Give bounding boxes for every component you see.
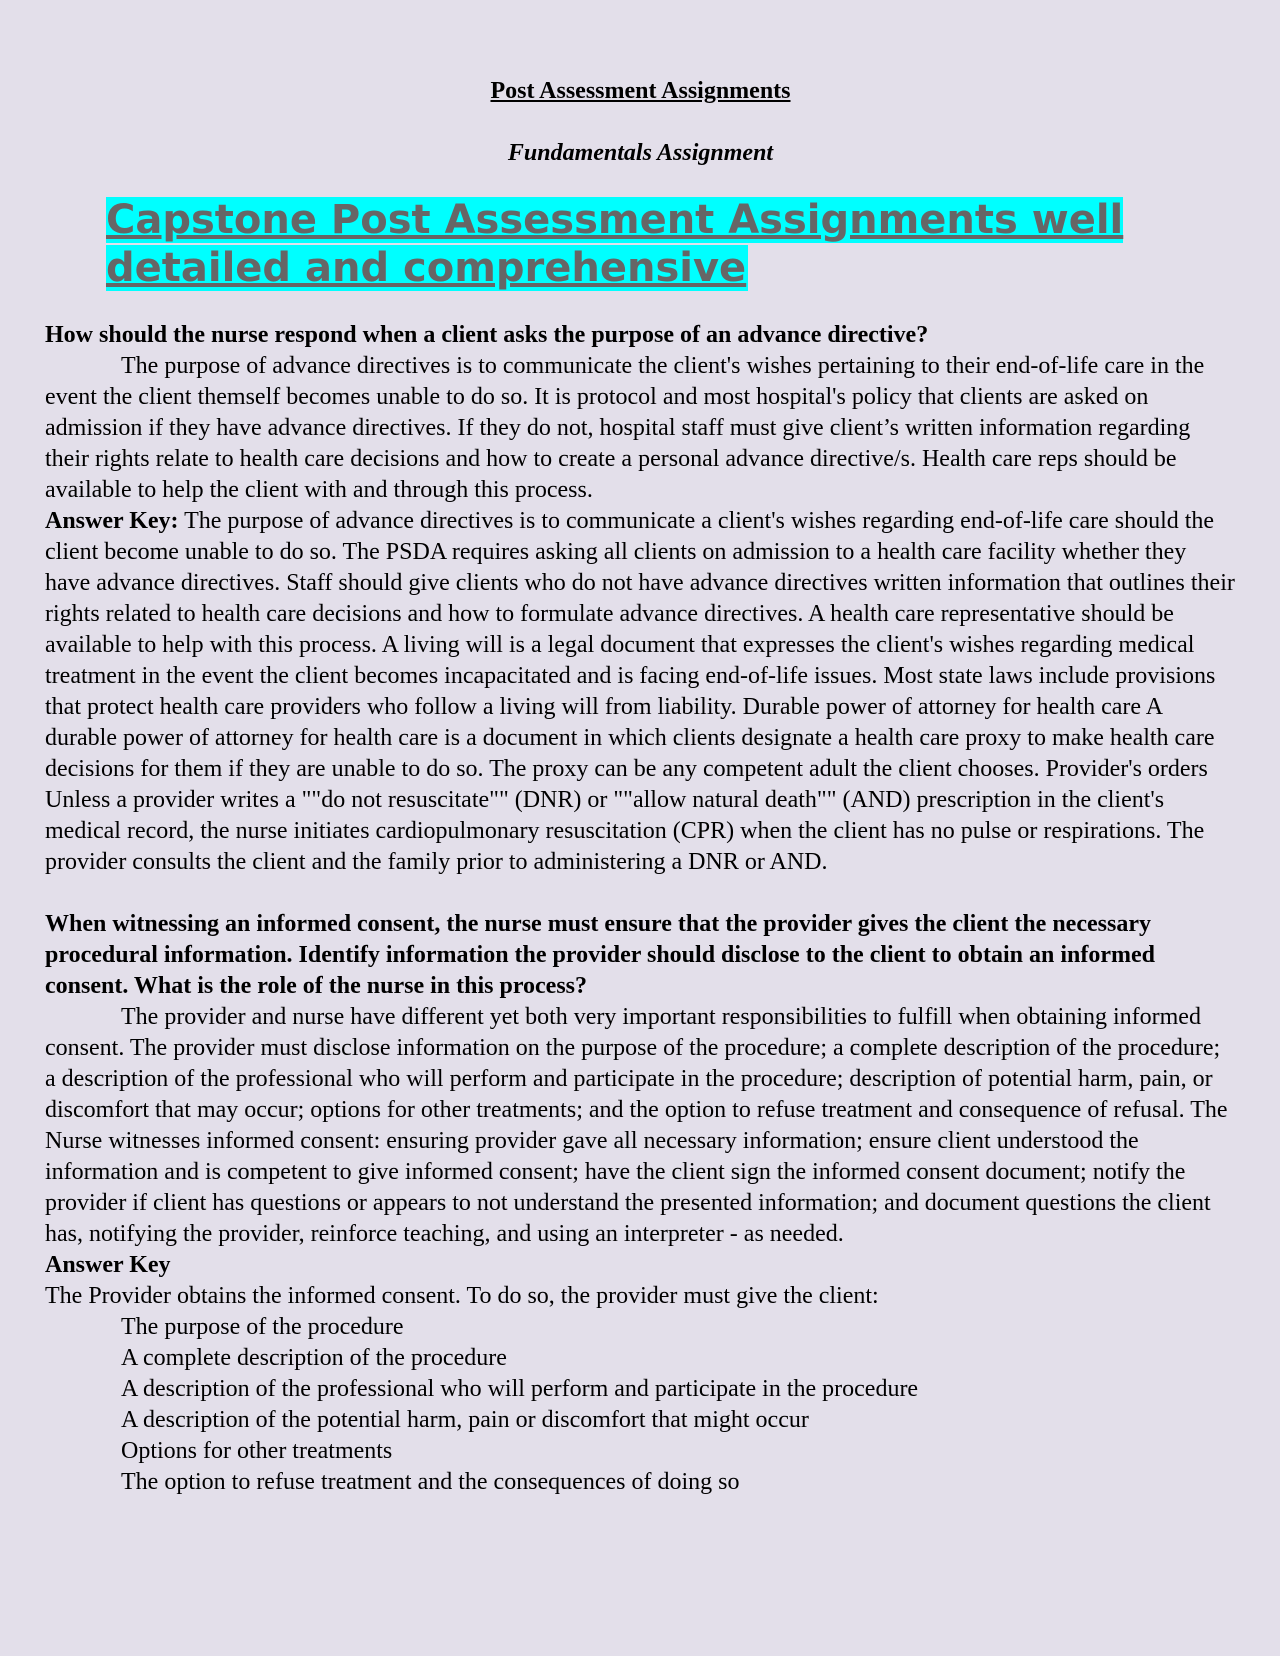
question-section-2 (45, 909, 1236, 1498)
list-item: The option to refuse treatment and the consequences of doing so (121, 1469, 740, 1495)
answer-key-label: Answer Key (45, 1252, 171, 1278)
list-item: Options for other treatments (121, 1438, 393, 1464)
list-item: A complete description of the procedure (121, 1345, 507, 1371)
answer-key-text: The purpose of advance directives is to communicate a client's wishes regarding end-of-life care should the client become unable to do so. The PSDA requires asking all clients on admission to a health care facility whether they have advance directives. Staff should give clients who do not have advance directives written information that outlines their rights related to health care decisions and how to formulate advance directives. A health care representative should be available to help with this process. A living will is a legal document that expresses the client's wishes regarding medical treatment in the event the client becomes incapacitated and is facing end-of-life issues. Most state laws include provisions that protect health care providers who follow a living will from liability. Durable power of attorney for health care A durable power of attorney for health care is a document in which clients designate a health care proxy to make health care decisions for them if they are unable to do so. The proxy can be any competent adult the client chooses. Provider's orders Unless a provider writes a ""do not resuscitate"" (DNR) or ""allow natural death"" (AND) prescription in the client's medical record, the nurse initiates cardiopulmonary resuscitation (CPR) when the client has no pulse or respirations. The provider consults the client and the family prior to administering a DNR or AND. (45, 508, 1235, 875)
list-item: The purpose of the procedure (121, 1314, 404, 1340)
highlighted-banner-link[interactable] (106, 196, 1236, 292)
banner-text: Capstone Post Assessment Assignments well detailed and comprehensive (106, 197, 1124, 291)
document-title: Post Assessment Assignments (490, 78, 791, 104)
student-answer: The provider and nurse have different yet both very important responsibilities to fulfill when obtaining informed consent. The provider must disclose information on the purpose of the procedure; a complete description of the procedure; a description of the professional who will perform and participate in the procedure; description of potential harm, pain, or discomfort that may occur; options for other treatments; and the option to refuse treatment and consequence of refusal. The Nurse witnesses informed consent: ensuring provider gave all necessary information; ensure client understood the information and is competent to give informed consent; have the client sign the informed consent document; notify the provider if client has questions or appears to not understand the presented information; and document questions the client has, notifying the provider, reinforce teaching, and using an interpreter - as needed. (45, 1004, 1228, 1247)
answer-key-list (45, 1312, 1236, 1498)
answer-key-label: Answer Key: (45, 508, 179, 534)
question-heading: How should the nurse respond when a client asks the purpose of an advance directive? (45, 322, 929, 348)
list-item: A description of the professional who will perform and participate in the procedure (121, 1376, 919, 1402)
list-item: A description of the potential harm, pain or discomfort that might occur (121, 1407, 809, 1433)
question-section-1 (45, 320, 1236, 878)
question-heading: When witnessing an informed consent, the nurse must ensure that the provider gives the client the necessary procedural information. Identify information the provider should disclose to the client to obtain an informed consent. What is the role of the nurse in this process? (45, 911, 1156, 999)
answer-key-paragraph (45, 506, 1236, 878)
student-answer: The purpose of advance directives is to communicate the client's wishes pertaining to their end-of-life care in the event the client themself becomes unable to do so. It is protocol and most hospital's policy that clients are asked on admission if they have advance directives. If they do not, hospital staff must give client’s written information regarding their rights relate to health care decisions and how to create a personal advance directive/s. Health care reps should be available to help the client with and through this process. (45, 353, 1205, 503)
document-subtitle: Fundamentals Assignment (507, 140, 774, 166)
answer-key-intro: The Provider obtains the informed consent. To do so, the provider must give the client: (45, 1283, 879, 1309)
